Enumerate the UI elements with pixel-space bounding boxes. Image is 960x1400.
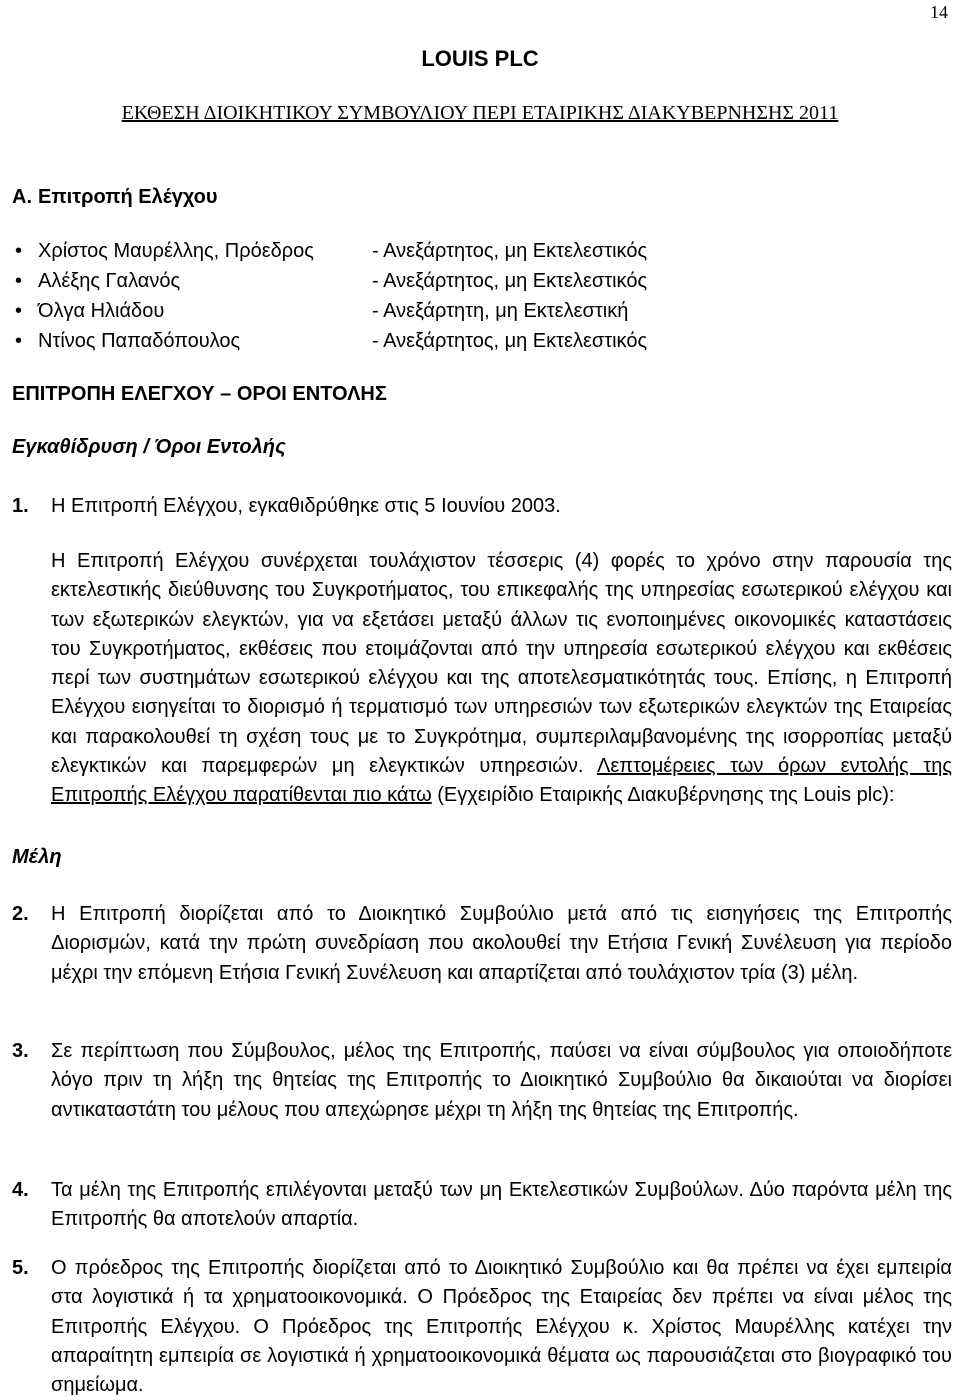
list-item — [0, 330, 960, 360]
members-list — [0, 240, 960, 360]
section-marker: Α. — [12, 186, 32, 208]
bullet-icon: • — [15, 240, 23, 262]
page-number: 14 — [930, 2, 948, 22]
item-number: 4. — [12, 1179, 29, 1201]
item-number: 5. — [12, 1257, 29, 1279]
list-item — [0, 300, 960, 330]
list-item — [0, 270, 960, 300]
bullet-icon: • — [15, 270, 23, 292]
item-text: Τα μέλη της Επιτροπής επιλέγονται μεταξύ των μη Εκτελεστικών Συμβούλων. Δύο παρόντα μέλη της Επιτροπής θα αποτελούν απαρτία. — [51, 1179, 952, 1231]
member-status: - Ανεξάρτητη, μη Εκτελεστική — [372, 300, 629, 322]
numbered-item-4 — [12, 1176, 952, 1235]
members-heading: Μέλη — [12, 846, 62, 868]
establishment-heading: Εγκαθίδρυση / Όροι Εντολής — [12, 436, 286, 458]
paragraph-meeting-details — [51, 547, 952, 811]
numbered-item-3 — [12, 1037, 952, 1125]
bullet-icon: • — [15, 300, 23, 322]
numbered-item-1 — [12, 492, 952, 521]
item-text: Σε περίπτωση που Σύμβουλος, μέλος της Επιτροπής, παύσει να είναι σύμβουλος για οποιοδήποτε λόγο πριν τη λήξη της θητείας της Επιτροπής το Διοικητικό Συμβούλιο θα δικαιούται να διορίσει αντικαταστάτη του μέλους που απεχώρησε μέχρι τη λήξη της θητείας της Επιτροπής. — [51, 1040, 952, 1121]
item-text: Η Επιτροπή διορίζεται από το Διοικητικό Συμβούλιο μετά από τις εισηγήσεις της Επιτροπής Διορισμών, κατά την πρώτη συνεδρίαση που ακολουθεί την Ετήσια Γενική Συνέλευση για περίοδο μέχρι την επόμενη Ετήσια Γενική Συνέλευση και απαρτίζεται από τουλάχιστον τρία (3) μέλη. — [51, 903, 952, 984]
section-title: Επιτροπή Ελέγχου — [38, 186, 218, 208]
member-name: Όλγα Ηλιάδου — [38, 300, 165, 322]
item-number: 2. — [12, 903, 29, 925]
terms-heading: ΕΠΙΤΡΟΠΗ ΕΛΕΓΧΟΥ – ΟΡΟΙ ΕΝΤΟΛΗΣ — [12, 383, 387, 405]
paragraph-text: Η Επιτροπή Ελέγχου συνέρχεται τουλάχιστον τέσσερις (4) φορές το χρόνο στην παρουσία της εκτελεστικής διεύθυνσης του Συγκροτήματος, του επικεφαλής της υπηρεσίας εσωτερικού ελέγχου και των εξωτερικών ελεγκτών, για να εξετάσει μεταξύ άλλων τις ενοποιημένες οικονομικές καταστάσεις του Συγκροτήματος, εκθέσεις που ετοιμάζονται από την υπηρεσία εσωτερικού ελέγχου και εκθέσεις περί των συστημάτων εσωτερικού ελέγχου και της αποτελεσματικότητάς τους. Επίσης, η Επιτροπή Ελέγχου εισηγείται το διορισμό ή τερματισμό των υπηρεσιών των εξωτερικών ελεγκτών της Εταιρείας και παρακολουθεί τη σχέση τους με το Συγκρότημα, συμπεριλαμβανομένης της ισορροπίας μεταξύ ελεγκτικών και παρεμφερών μη ελεγκτικών υπηρεσιών. — [51, 550, 952, 778]
member-status: - Ανεξάρτητος, μη Εκτελεστικός — [372, 240, 648, 262]
member-name: Αλέξης Γαλανός — [38, 270, 181, 292]
member-name: Χρίστος Μαυρέλλης, Πρόεδρος — [38, 240, 314, 262]
terms-details-link-text: Λεπτομέρειες των όρων εντολής της Επιτροπής Ελέγχου παρατίθενται πιο κάτω — [51, 755, 952, 807]
item-number: 1. — [12, 495, 29, 517]
report-title: ΕΚΘΕΣΗ ΔΙΟΙΚΗΤΙΚΟΥ ΣΥΜΒΟΥΛΙΟΥ ΠΕΡΙ ΕΤΑΙΡΙΚΗΣ ΔΙΑΚΥΒΕΡΝΗΣΗΣ 2011 — [121, 102, 839, 124]
member-status: - Ανεξάρτητος, μη Εκτελεστικός — [372, 330, 648, 352]
numbered-item-5 — [12, 1254, 952, 1400]
company-name: LOUIS PLC — [421, 46, 539, 71]
item-text: Ο πρόεδρος της Επιτροπής διορίζεται από το Διοικητικό Συμβούλιο και θα πρέπει να έχει εμπειρία στα λογιστικά ή τα χρηματοοικονομικά. Ο Πρόεδρος της Εταιρείας δεν πρέπει να είναι μέλος της Επιτροπής Ελέγχου. Ο Πρόεδρος της Επιτροπής Ελέγχου κ. Χρίστος Μαυρέλλης κατέχει την απαραίτητη εμπειρία σε λογιστικά ή χρηματοοικονομικά θέματα ως παρουσιάζεται στο βιογραφικό του σημείωμα. — [51, 1257, 952, 1397]
member-status: - Ανεξάρτητος, μη Εκτελεστικός — [372, 270, 648, 292]
section-heading — [12, 186, 218, 209]
bullet-icon: • — [15, 330, 23, 352]
item-number: 3. — [12, 1040, 29, 1062]
member-name: Ντίνος Παπαδόπουλος — [38, 330, 241, 352]
item-text: Η Επιτροπή Ελέγχου, εγκαθιδρύθηκε στις 5 Ιουνίου 2003. — [51, 495, 561, 517]
paragraph-tail: (Εγχειρίδιο Εταιρικής Διακυβέρνησης της Louis plc): — [431, 784, 895, 807]
list-item — [0, 240, 960, 270]
numbered-item-2 — [12, 900, 952, 988]
